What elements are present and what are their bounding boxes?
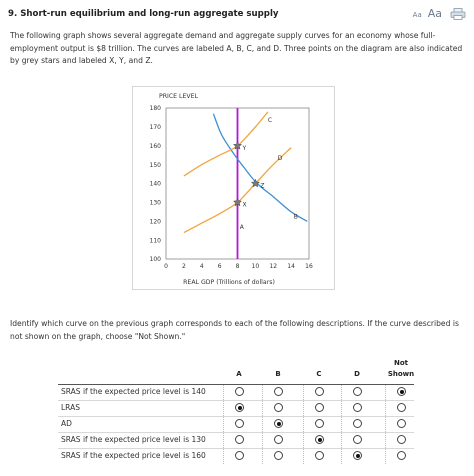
point-label-x: X [242,201,247,209]
column-divider [262,449,263,464]
column-divider [385,449,386,464]
column-divider [385,385,386,400]
column-divider [303,401,304,416]
question-title: 9. Short-run equilibrium and long-run aggregate supply [8,9,279,19]
y-tick-label: 180 [149,105,161,113]
curve-c [184,112,268,176]
x-tick-label: 14 [287,263,295,270]
y-tick-label: 110 [149,237,161,245]
table-row [58,384,414,400]
y-tick-label: 140 [149,180,161,188]
column-divider [223,401,224,416]
y-tick-label: 100 [149,256,161,264]
column-divider [303,449,304,464]
row-description: AD [61,419,72,428]
radio-option[interactable] [235,435,244,444]
column-divider [385,401,386,416]
point-label-y: Y [242,144,247,152]
intro-paragraph: The following graph shows several aggregate demand and aggregate supply curves for an economy whose full-employment output is $8 trillion. The curves are labeled A, B, C, and D. Three points on the diagram are also indicated by grey stars and labeled X, Y, and Z. [10,31,463,65]
row-description: SRAS if the expected price level is 130 [61,435,206,444]
column-divider [341,385,342,400]
column-header-c: C [316,370,322,378]
font-decrease-button[interactable]: Aa [412,11,422,19]
radio-option[interactable] [274,435,283,444]
table-row [58,416,414,432]
radio-option[interactable] [315,435,324,444]
column-divider [341,449,342,464]
column-divider [303,417,304,432]
radio-option[interactable] [397,403,406,412]
radio-option[interactable] [353,387,362,396]
radio-option[interactable] [397,451,406,460]
radio-option[interactable] [235,419,244,428]
point-label-z: Z [260,182,265,190]
radio-option[interactable] [274,387,283,396]
column-divider [223,417,224,432]
curve-label-b: B [293,213,298,221]
y-tick-label: 150 [149,161,161,169]
radio-option[interactable] [274,403,283,412]
chart-panel [132,86,335,290]
x-tick-label: 8 [235,263,240,270]
x-tick-label: 16 [305,263,313,270]
column-header-a: A [236,370,242,378]
column-divider [385,433,386,448]
column-header-d: D [354,370,360,378]
column-divider [385,417,386,432]
question-header [8,6,466,26]
column-divider [341,401,342,416]
column-divider [262,433,263,448]
font-increase-button[interactable]: Aa [427,7,442,20]
table-row [58,432,414,448]
table-body [58,384,414,464]
y-tick-label: 130 [149,199,161,207]
x-axis-title: REAL GDP (Trillions of dollars) [183,279,275,286]
radio-option[interactable] [315,387,324,396]
curve-label-a: A [239,223,244,231]
column-divider [223,385,224,400]
x-tick-label: 10 [251,263,260,270]
radio-option[interactable] [397,419,406,428]
row-description: SRAS if the expected price level is 160 [61,451,206,460]
ad-as-chart [133,87,334,289]
x-tick-label: 0 [164,263,168,270]
font-size-controls [413,7,442,20]
column-divider [341,433,342,448]
y-tick-label: 160 [149,142,161,150]
x-tick-labels [164,263,313,270]
column-header-not-shown: Not Shown [387,359,415,378]
radio-option[interactable] [397,435,406,444]
radio-option[interactable] [353,419,362,428]
column-divider [303,385,304,400]
radio-option[interactable] [235,387,244,396]
radio-option[interactable] [274,419,283,428]
radio-option[interactable] [353,403,362,412]
curve-label-d: D [277,154,283,162]
curve-b [213,114,307,222]
column-header-b: B [275,370,281,378]
radio-option[interactable] [353,451,362,460]
x-tick-label: 2 [181,263,186,270]
column-divider [303,433,304,448]
y-tick-label: 170 [149,124,161,132]
table-header [58,356,414,384]
printer-icon[interactable] [450,8,466,20]
radio-option[interactable] [315,403,324,412]
radio-option[interactable] [235,403,244,412]
row-description: SRAS if the expected price level is 140 [61,387,206,396]
row-description: LRAS [61,403,80,412]
instruction-paragraph: Identify which curve on the previous graph corresponds to each of the following descriptions. If the curve described is not shown on the graph, choose "Not Shown." [10,319,459,341]
column-divider [262,417,263,432]
radio-option[interactable] [353,435,362,444]
curves [184,108,307,259]
column-divider [262,385,263,400]
column-divider [223,433,224,448]
table-row [58,448,414,464]
radio-option[interactable] [235,451,244,460]
y-tick-labels [150,105,162,263]
column-divider [341,417,342,432]
table-row [58,400,414,416]
column-divider [262,401,263,416]
x-tick-label: 6 [217,263,222,270]
radio-option[interactable] [274,451,283,460]
answer-table [58,356,414,464]
x-tick-label: 12 [269,263,278,270]
radio-option[interactable] [315,419,324,428]
y-tick-label: 120 [149,218,161,226]
curve-label-c: C [267,117,273,125]
x-tick-label: 4 [199,263,204,270]
y-axis-title: PRICE LEVEL [159,93,198,100]
radio-option[interactable] [397,387,406,396]
radio-option[interactable] [315,451,324,460]
column-divider [223,449,224,464]
